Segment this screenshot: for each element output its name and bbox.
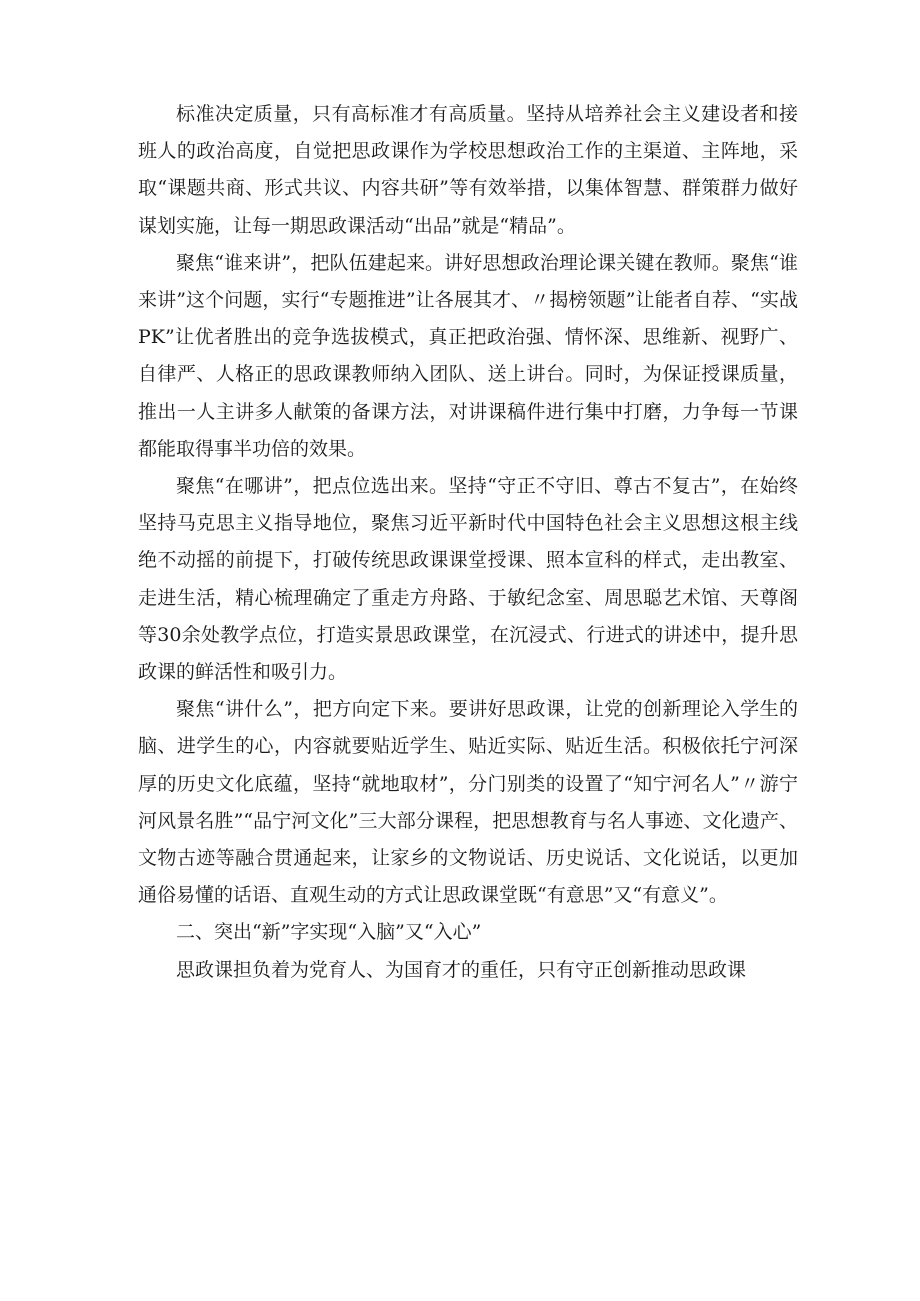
paragraph-closing: 思政课担负着为党育人、为国育才的重任，只有守正创新推动思政课: [176, 958, 747, 981]
document-body: [138, 96, 798, 989]
paragraph-where-to-teach: 聚焦“在哪讲”，把点位选出来。坚持“守正不守旧、尊古不复古”，在始终坚持马克思主义指导地位，聚焦习近平新时代中国特色社会主义思想这根主线绝不动摇的前提下，打破传统思政课课堂授课、照本宣科的样式，走出教室、走进生活，精心梳理确定了重走方舟路、于敏纪念室、周思聪艺术馆、天尊阁等30余处教学点位，打造实景思政课堂，在沉浸式、行进式的讲述中，提升思政课的鲜活性和吸引力。: [138, 475, 798, 684]
paragraph-standards: 标准决定质量，只有高标准才有高质量。坚持从培养社会主义建设者和接班人的政治高度，自觉把思政课作为学校思想政治工作的主渠道、主阵地，采取“课题共商、形式共议、内容共研”等有效举措，以集体智慧、群策群力做好谋划实施，让每一期思政课活动“出品”就是“精品”。: [138, 103, 798, 237]
section-heading: 二、突出“新”字实现“入脑”又“入心”: [176, 921, 482, 944]
paragraph-who-teaches: 聚焦“谁来讲”，把队伍建起来。讲好思想政治理论课关键在教师。聚焦“谁来讲”这个问题，实行“专题推进”让各展其才、〃揭榜领题”让能者自荐、“实战PK”让优者胜出的竞争选拔模式，真正把政治强、情怀深、思维新、视野广、自律严、人格正的思政课教师纳入团队、送上讲台。同时，为保证授课质量，推出一人主讲多人献策的备课方法，对讲课稿件进行集中打磨，力争每一节课都能取得事半功倍的效果。: [138, 251, 798, 460]
paragraph-what-to-teach: 聚焦“讲什么”，把方向定下来。要讲好思政课，让党的创新理论入学生的脑、进学生的心，内容就要贴近学生、贴近实际、贴近生活。积极依托宁河深厚的历史文化底蕴，坚持“就地取材”，分门别类的设置了“知宁河名人”〃游宁河风景名胜”“品宁河文化”三大部分课程，把思想教育与名人事迹、文化遗产、文物古迹等融合贯通起来，让家乡的文物说话、历史说话、文化说话，以更加通俗易懂的话语、直观生动的方式让思政课堂既“有意思”又“有意义”。: [138, 698, 798, 907]
